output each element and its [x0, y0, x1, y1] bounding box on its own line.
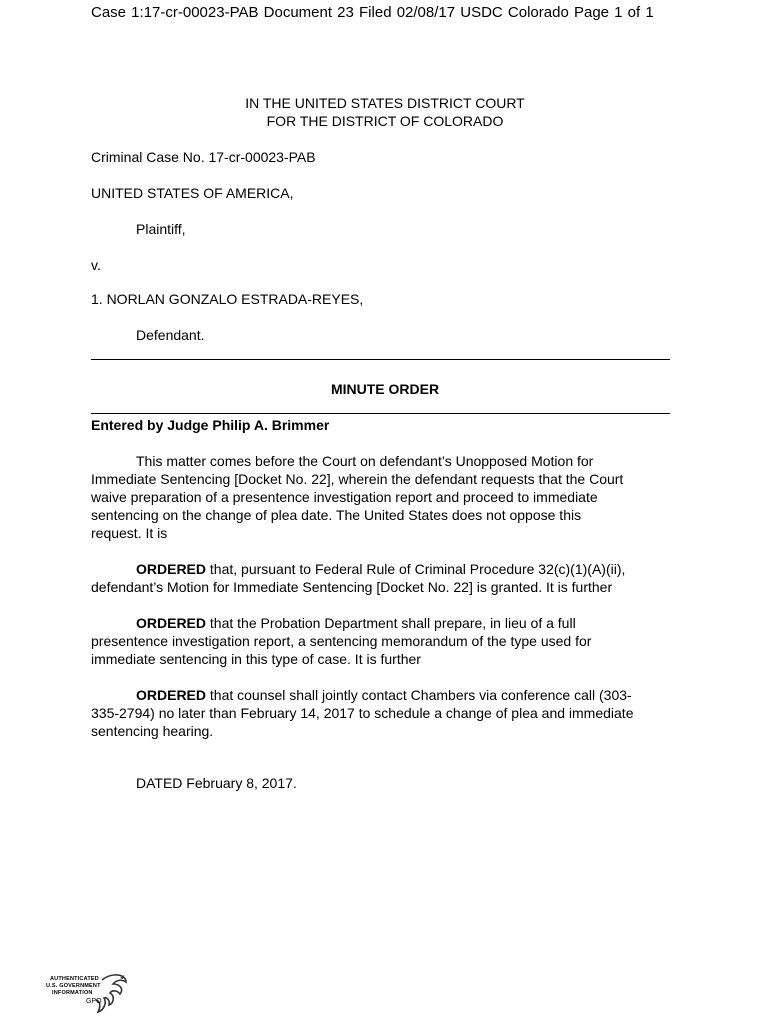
- paragraph-line: Immediate Sentencing [Docket No. 22], wherein the defendant requests that the Court: [91, 471, 624, 487]
- paragraph-line: that counsel shall jointly contact Chambers via conference call (303-: [206, 687, 632, 703]
- paragraph-line: immediate sentencing in this type of case. It is further: [91, 651, 421, 667]
- paragraph-line: presentence investigation report, a sentencing memorandum of the type used for: [91, 633, 592, 649]
- gpo-authentication-seal: [40, 970, 140, 1018]
- seal-text-2: U.S. GOVERNMENT: [46, 983, 101, 989]
- paragraph-order-2: [91, 614, 676, 668]
- seal-text-1: AUTHENTICATED: [50, 976, 99, 982]
- caption-divider-bottom: [91, 413, 670, 414]
- paragraph-order-3: [91, 686, 676, 740]
- paragraph-intro: [91, 452, 676, 542]
- defendant-name: 1. NORLAN GONZALO ESTRADA-REYES,: [91, 291, 364, 307]
- entered-by: Entered by Judge Philip A. Brimmer: [91, 417, 330, 433]
- seal-text-3: INFORMATION: [52, 990, 93, 996]
- versus: v.: [91, 257, 101, 273]
- ordered-keyword: ORDERED: [136, 615, 207, 631]
- plaintiff-name: UNITED STATES OF AMERICA,: [91, 185, 294, 201]
- paragraph-line: request. It is: [91, 525, 168, 541]
- paragraph-line: sentencing on the change of plea date. The United States does not oppose this: [91, 507, 582, 523]
- seal-text-4: GPO: [86, 998, 102, 1005]
- paragraph-order-1: [91, 560, 676, 596]
- paragraph-line: This matter comes before the Court on defendant’s Unopposed Motion for: [136, 453, 594, 469]
- court-name-line1: IN THE UNITED STATES DISTRICT COURT: [245, 95, 525, 111]
- paragraph-line: waive preparation of a presentence investigation report and proceed to immediate: [91, 489, 598, 505]
- ordered-keyword: ORDERED: [136, 687, 207, 703]
- paragraph-line: that the Probation Department shall prepare, in lieu of a full: [206, 615, 576, 631]
- defendant-role: Defendant.: [136, 327, 205, 343]
- paragraph-line: sentencing hearing.: [91, 723, 214, 739]
- plaintiff-role: Plaintiff,: [136, 221, 186, 237]
- paragraph-line: that, pursuant to Federal Rule of Criminal Procedure 32(c)(1)(A)(ii),: [206, 561, 626, 577]
- case-number: Criminal Case No. 17-cr-00023-PAB: [91, 149, 316, 165]
- caption-divider-top: [91, 359, 670, 360]
- paragraph-line: defendant’s Motion for Immediate Sentencing [Docket No. 22] is granted. It is further: [91, 579, 613, 595]
- dated-line: DATED February 8, 2017.: [136, 775, 297, 791]
- court-name-line2: FOR THE DISTRICT OF COLORADO: [266, 113, 504, 129]
- ordered-keyword: ORDERED: [136, 561, 207, 577]
- document-header: Case 1:17-cr-00023-PAB Document 23 Filed 02/08/17 USDC Colorado Page 1 of 1: [91, 4, 654, 21]
- order-title: MINUTE ORDER: [330, 381, 440, 397]
- paragraph-line: 335-2794) no later than February 14, 2017 to schedule a change of plea and immediate: [91, 705, 634, 721]
